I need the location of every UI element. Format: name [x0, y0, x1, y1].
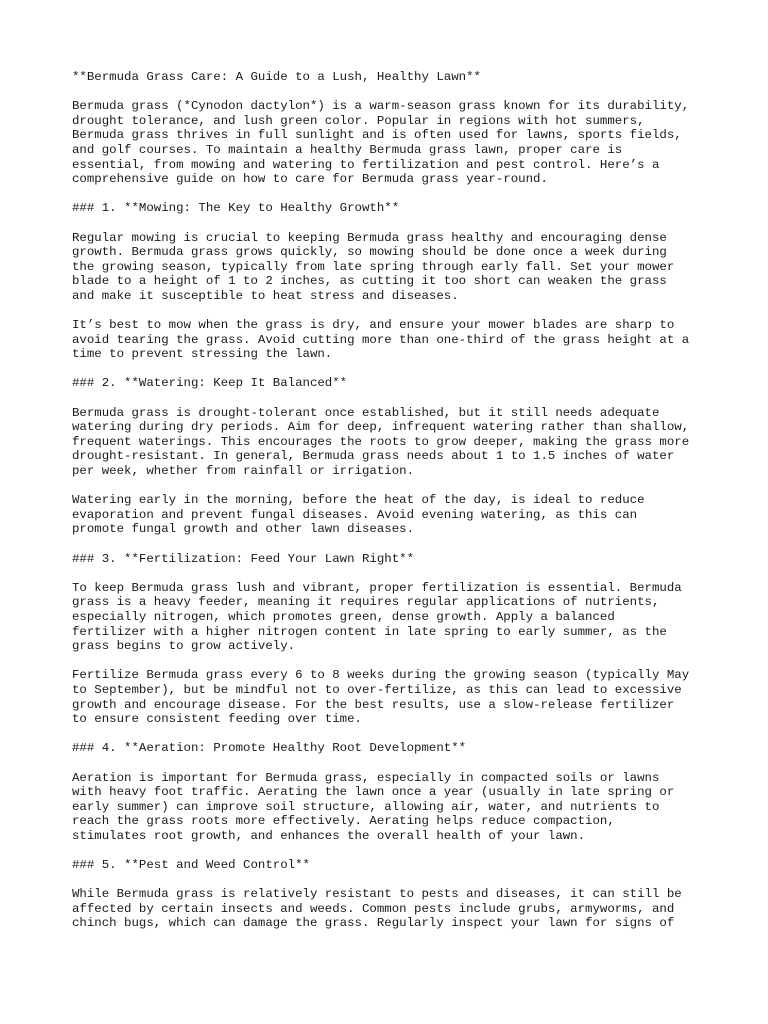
- text-line: It’s best to mow when the grass is dry, and ensure your mower blades are sharp to: [72, 318, 675, 333]
- paragraph: [72, 406, 712, 479]
- text-line: grass is a heavy feeder, meaning it requires regular applications of nutrients,: [72, 595, 660, 610]
- text-line: fertilizer with a higher nitrogen content in late spring to early summer, as the: [72, 624, 667, 639]
- text-line: growth and encourage disease. For the best results, use a slow-release fertilizer: [72, 697, 675, 712]
- paragraph: [72, 581, 712, 654]
- section-heading: [72, 858, 712, 873]
- text-line: While Bermuda grass is relatively resistant to pests and diseases, it can still be: [72, 887, 682, 902]
- text-line: blade to a height of 1 to 2 inches, as cutting it too short can weaken the grass: [72, 274, 667, 289]
- text-line: and make it susceptible to heat stress and diseases.: [72, 288, 459, 303]
- text-line: ### 1. **Mowing: The Key to Healthy Growth**: [72, 201, 400, 216]
- text-line: grass begins to grow actively.: [72, 639, 296, 654]
- paragraph: [72, 887, 712, 931]
- section-heading: [72, 201, 712, 216]
- text-line: to September), but be mindful not to over-fertilize, as this can lead to excessive: [72, 682, 682, 697]
- text-line: per week, whether from rainfall or irrigation.: [72, 464, 415, 479]
- text-line: watering during dry periods. Aim for deep, infrequent watering rather than shallow,: [72, 420, 690, 435]
- text-line: ### 2. **Watering: Keep It Balanced**: [72, 376, 348, 391]
- text-line: ### 3. **Fertilization: Feed Your Lawn Right**: [72, 551, 415, 566]
- text-line: especially nitrogen, which promotes green, dense growth. Apply a balanced: [72, 609, 615, 624]
- text-line: frequent waterings. This encourages the roots to grow deeper, making the grass more: [72, 434, 690, 449]
- text-line: ### 4. **Aeration: Promote Healthy Root Development**: [72, 741, 467, 756]
- text-line: promote fungal growth and other lawn diseases.: [72, 522, 415, 537]
- text-line: Bermuda grass (*Cynodon dactylon*) is a warm-season grass known for its durability,: [72, 99, 690, 114]
- text-line: To keep Bermuda grass lush and vibrant, proper fertilization is essential. Bermuda: [72, 580, 682, 595]
- text-line: stimulates root growth, and enhances the overall health of your lawn.: [72, 828, 586, 843]
- text-line: time to prevent stressing the lawn.: [72, 347, 333, 362]
- text-line: Watering early in the morning, before the heat of the day, is ideal to reduce: [72, 493, 645, 508]
- paragraph: [72, 318, 712, 362]
- paragraph: [72, 99, 712, 187]
- text-line: **Bermuda Grass Care: A Guide to a Lush, Healthy Lawn**: [72, 70, 481, 84]
- paragraph: [72, 231, 712, 304]
- text-line: essential, from mowing and watering to fertilization and pest control. Here’s a: [72, 157, 660, 172]
- text-line: evaporation and prevent fungal diseases. Avoid evening watering, as this can: [72, 507, 638, 522]
- text-line: drought tolerance, and lush green color. Popular in regions with hot summers,: [72, 113, 645, 128]
- paragraph: [72, 493, 712, 537]
- text-line: avoid tearing the grass. Avoid cutting more than one-third of the grass height at a: [72, 332, 690, 347]
- text-line: Aeration is important for Bermuda grass, especially in compacted soils or lawns: [72, 770, 660, 785]
- paragraph: [72, 771, 712, 844]
- text-line: Bermuda grass is drought-tolerant once established, but it still needs adequate: [72, 405, 660, 420]
- text-line: ### 5. **Pest and Weed Control**: [72, 858, 310, 873]
- text-line: early summer) can improve soil structure, allowing air, water, and nutrients to: [72, 799, 660, 814]
- text-line: to ensure consistent feeding over time.: [72, 712, 362, 727]
- document-title: [72, 70, 712, 85]
- document-body: [72, 70, 712, 946]
- text-line: affected by certain insects and weeds. Common pests include grubs, armyworms, and: [72, 901, 675, 916]
- text-line: comprehensive guide on how to care for Bermuda grass year-round.: [72, 172, 548, 187]
- section-heading: [72, 552, 712, 567]
- text-line: with heavy foot traffic. Aerating the lawn once a year (usually in late spring or: [72, 785, 675, 800]
- text-line: Regular mowing is crucial to keeping Bermuda grass healthy and encouraging dense: [72, 230, 667, 245]
- text-line: Bermuda grass thrives in full sunlight and is often used for lawns, sports fields,: [72, 128, 682, 143]
- text-line: reach the grass roots more effectively. Aerating helps reduce compaction,: [72, 814, 615, 829]
- paragraph: [72, 668, 712, 726]
- text-line: and golf courses. To maintain a healthy Bermuda grass lawn, proper care is: [72, 142, 623, 157]
- text-line: Fertilize Bermuda grass every 6 to 8 weeks during the growing season (typically May: [72, 668, 690, 683]
- text-line: the growing season, typically from late spring through early fall. Set your mower: [72, 259, 675, 274]
- section-heading: [72, 376, 712, 391]
- text-line: drought-resistant. In general, Bermuda grass needs about 1 to 1.5 inches of water: [72, 449, 675, 464]
- section-heading: [72, 741, 712, 756]
- text-line: chinch bugs, which can damage the grass. Regularly inspect your lawn for signs of: [72, 916, 675, 931]
- text-line: growth. Bermuda grass grows quickly, so mowing should be done once a week during: [72, 245, 667, 260]
